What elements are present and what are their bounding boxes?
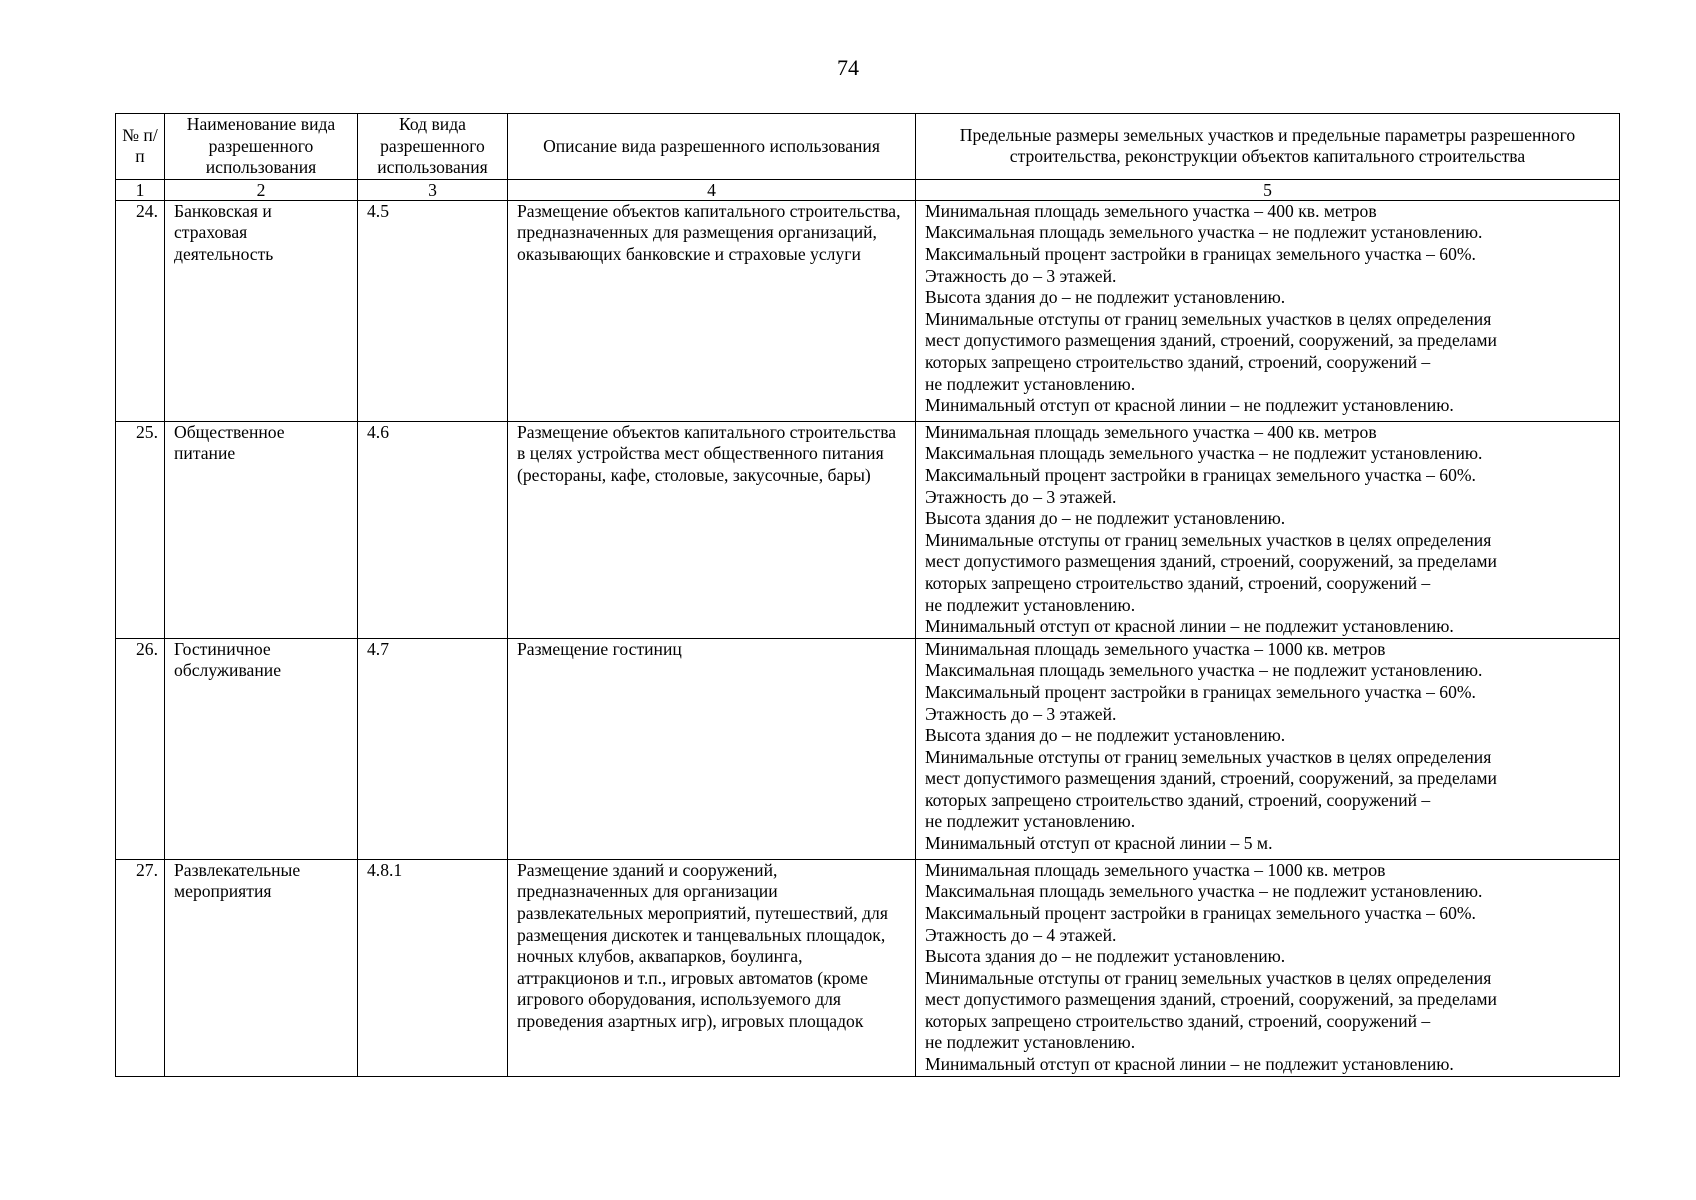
use-name: Банковская и страховая деятельность	[165, 200, 358, 421]
parameter-line: Минимальные отступы от границ земельных участков в целях определения	[925, 308, 1492, 329]
row-number: 25.	[116, 421, 165, 638]
parameter-line: Минимальный отступ от красной линии – не подлежит установлению.	[925, 395, 1454, 416]
use-description: Размещение зданий и сооружений, предназначенных для организации развлекательных мероприятий, путешествий, для размещения дискотек и танцевальных площадок, ночных клубов, аквапарков, боулинга, аттракционов и т.п., игровых автоматов (кроме игрового оборудования, используемого для проведения азартных игр), игровых площадок	[508, 859, 916, 1076]
use-description: Размещение гостиниц	[508, 638, 916, 859]
table-row	[116, 859, 1620, 1076]
parameter-line: Высота здания до – не подлежит установлению.	[925, 946, 1286, 967]
table-row	[116, 421, 1620, 638]
parameter-line: Высота здания до – не подлежит установлению.	[925, 508, 1286, 529]
use-code: 4.8.1	[358, 859, 508, 1076]
parameter-line: Минимальная площадь земельного участка – 1000 кв. метров	[925, 638, 1386, 659]
parameter-line: не подлежит установлению.	[925, 811, 1136, 832]
use-parameters	[916, 859, 1620, 1076]
column-number-row	[116, 179, 1620, 200]
parameter-line: Минимальная площадь земельного участка – 1000 кв. метров	[925, 859, 1386, 880]
parameter-line: Этажность до – 3 этажей.	[925, 703, 1117, 724]
parameter-line: которых запрещено строительство зданий, строений, сооружений –	[925, 572, 1431, 593]
parameter-line: мест допустимого размещения зданий, строений, сооружений, за пределами	[925, 768, 1497, 789]
parameter-line: Минимальный отступ от красной линии – 5 м.	[925, 833, 1273, 854]
parameter-line: Минимальные отступы от границ земельных участков в целях определения	[925, 529, 1492, 550]
parameter-line: мест допустимого размещения зданий, строений, сооружений, за пределами	[925, 330, 1497, 351]
header-use-description: Описание вида разрешенного использования	[508, 114, 916, 180]
parameter-line: Максимальный процент застройки в границах земельного участка – 60%.	[925, 243, 1476, 264]
parameter-line: Максимальная площадь земельного участка – не подлежит установлению.	[925, 881, 1483, 902]
parameter-line: мест допустимого размещения зданий, строений, сооружений, за пределами	[925, 551, 1497, 572]
use-code: 4.7	[358, 638, 508, 859]
parameter-line: Этажность до – 4 этажей.	[925, 924, 1117, 945]
column-number: 1	[116, 179, 165, 200]
use-code: 4.5	[358, 200, 508, 421]
row-number: 27.	[116, 859, 165, 1076]
parameter-line: Максимальный процент застройки в границах земельного участка – 60%.	[925, 681, 1476, 702]
parameter-line: Максимальная площадь земельного участка – не подлежит установлению.	[925, 660, 1483, 681]
parameter-line: Минимальный отступ от красной линии – не подлежит установлению.	[925, 616, 1454, 637]
parameter-line: Максимальная площадь земельного участка – не подлежит установлению.	[925, 222, 1483, 243]
table-row	[116, 200, 1620, 421]
page-number: 74	[837, 55, 859, 80]
parameter-line: Максимальный процент застройки в границах земельного участка – 60%.	[925, 902, 1476, 923]
use-code: 4.6	[358, 421, 508, 638]
parameter-line: Этажность до – 3 этажей.	[925, 265, 1117, 286]
parameter-line: Этажность до – 3 этажей.	[925, 486, 1117, 507]
table-row	[116, 638, 1620, 859]
parameter-line: которых запрещено строительство зданий, строений, сооружений –	[925, 1010, 1431, 1031]
parameter-line: не подлежит установлению.	[925, 1032, 1136, 1053]
parameter-line: Минимальная площадь земельного участка – 400 кв. метров	[925, 421, 1377, 442]
parameter-line: не подлежит установлению.	[925, 373, 1136, 394]
parameter-line: Минимальная площадь земельного участка – 400 кв. метров	[925, 200, 1377, 221]
parameter-line: Минимальный отступ от красной линии – не подлежит установлению.	[925, 1054, 1454, 1075]
parameter-line: которых запрещено строительство зданий, строений, сооружений –	[925, 789, 1431, 810]
header-number: № п/п	[116, 114, 165, 180]
use-name: Развлекательные мероприятия	[165, 859, 358, 1076]
column-number: 2	[165, 179, 358, 200]
parameter-line: не подлежит установлению.	[925, 594, 1136, 615]
header-use-name: Наименование вида разрешенного использования	[165, 114, 358, 180]
header-use-code: Код вида разрешенного использования	[358, 114, 508, 180]
parameter-line: Высота здания до – не подлежит установлению.	[925, 287, 1286, 308]
use-name: Гостиничное обслуживание	[165, 638, 358, 859]
row-number: 26.	[116, 638, 165, 859]
use-parameters	[916, 421, 1620, 638]
use-description: Размещение объектов капитального строительства в целях устройства мест общественного питания (рестораны, кафе, столовые, закусочные, бары)	[508, 421, 916, 638]
use-description: Размещение объектов капитального строительства, предназначенных для размещения организаций, оказывающих банковские и страховые услуги	[508, 200, 916, 421]
use-parameters	[916, 200, 1620, 421]
parameter-line: мест допустимого размещения зданий, строений, сооружений, за пределами	[925, 989, 1497, 1010]
parameter-line: Максимальная площадь земельного участка – не подлежит установлению.	[925, 443, 1483, 464]
parameter-line: Максимальный процент застройки в границах земельного участка – 60%.	[925, 464, 1476, 485]
parameter-line: которых запрещено строительство зданий, строений, сооружений –	[925, 351, 1431, 372]
use-parameters	[916, 638, 1620, 859]
parameter-line: Минимальные отступы от границ земельных участков в целях определения	[925, 967, 1492, 988]
parameter-line: Высота здания до – не подлежит установлению.	[925, 725, 1286, 746]
land-use-table	[115, 113, 1620, 1077]
column-number: 4	[508, 179, 916, 200]
row-number: 24.	[116, 200, 165, 421]
column-number: 5	[916, 179, 1620, 200]
parameter-line: Минимальные отступы от границ земельных участков в целях определения	[925, 746, 1492, 767]
use-name: Общественное питание	[165, 421, 358, 638]
table-header-row	[116, 114, 1620, 180]
column-number: 3	[358, 179, 508, 200]
header-parameters: Предельные размеры земельных участков и предельные параметры разрешенного строительства, реконструкции объектов капитального строительства	[916, 114, 1620, 180]
